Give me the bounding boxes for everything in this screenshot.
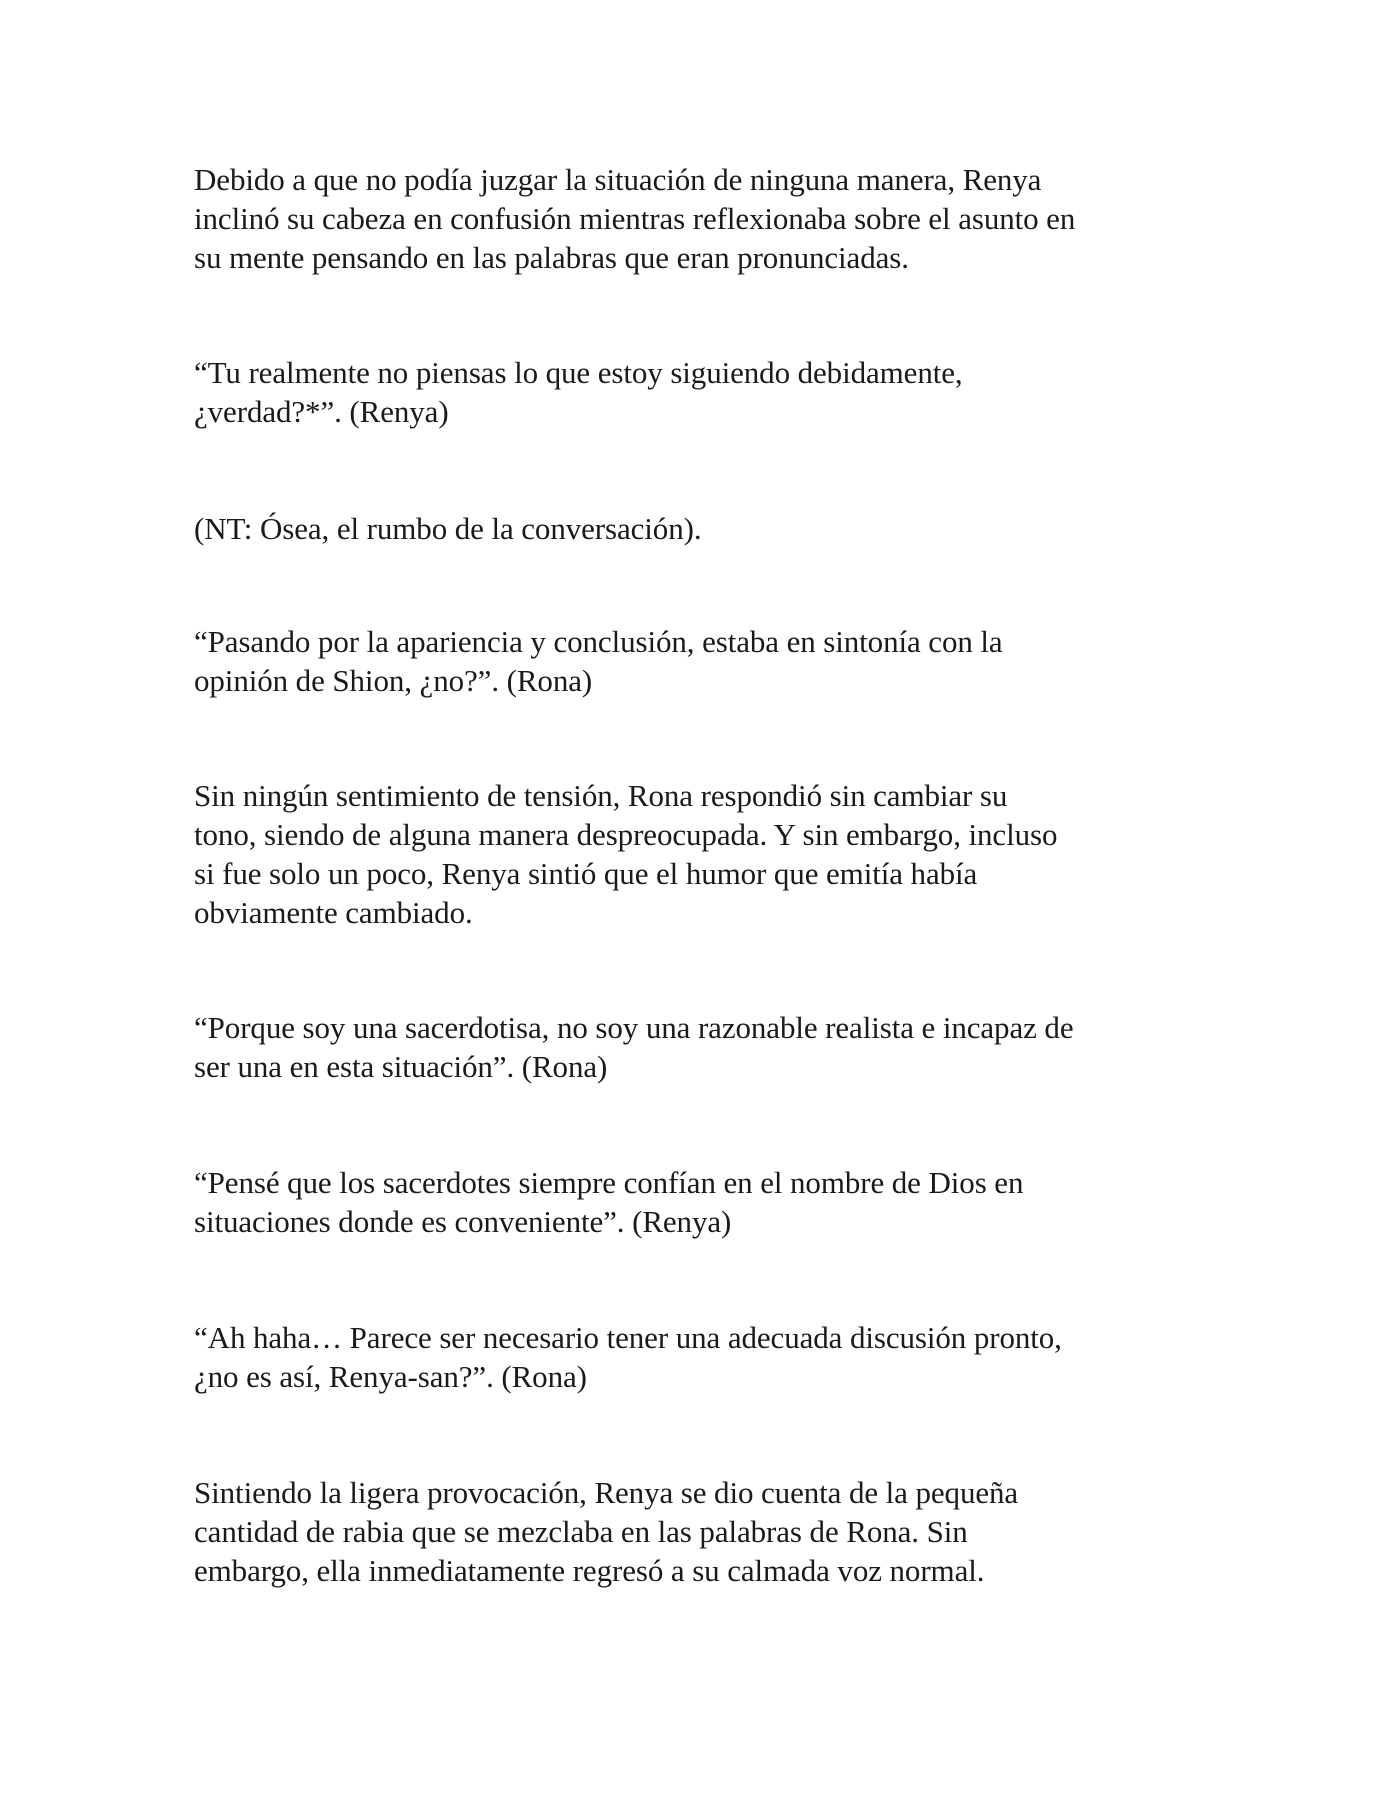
paragraph-dialogue-rona-1: “Pasando por la apariencia y conclusión, estaba en sintonía con la opinión de Shion, ¿no?”. (Rona)	[194, 624, 1003, 698]
paragraph-narration-1: Debido a que no podía juzgar la situación de ninguna manera, Renya inclinó su cabeza en confusión mientras reflexionaba sobre el asunto en su mente pensando en las palabras que eran pronunciadas.	[194, 162, 1076, 275]
paragraph-narration-3: Sintiendo la ligera provocación, Renya se dio cuenta de la pequeña cantidad de rabia que se mezclaba en las palabras de Rona. Sin embargo, ella inmediatamente regresó a su calmada voz normal.	[194, 1475, 1019, 1588]
paragraph-translator-note: (NT: Ósea, el rumbo de la conversación).	[194, 511, 702, 546]
paragraph-dialogue-renya-1: “Tu realmente no piensas lo que estoy siguiendo debidamente, ¿verdad?*”. (Renya)	[194, 355, 963, 429]
paragraph-dialogue-rona-2: “Porque soy una sacerdotisa, no soy una razonable realista e incapaz de ser una en esta situación”. (Rona)	[194, 1010, 1074, 1084]
paragraph-dialogue-renya-2: “Pensé que los sacerdotes siempre confían en el nombre de Dios en situaciones donde es conveniente”. (Renya)	[194, 1165, 1024, 1239]
paragraph-dialogue-rona-3: “Ah haha… Parece ser necesario tener una adecuada discusión pronto, ¿no es así, Renya-san?”. (Rona)	[194, 1320, 1062, 1394]
paragraph-narration-2: Sin ningún sentimiento de tensión, Rona respondió sin cambiar su tono, siendo de alguna manera despreocupada. Y sin embargo, incluso si fue solo un poco, Renya sintió que el humor que emitía había obviamente cambiado.	[194, 778, 1058, 930]
